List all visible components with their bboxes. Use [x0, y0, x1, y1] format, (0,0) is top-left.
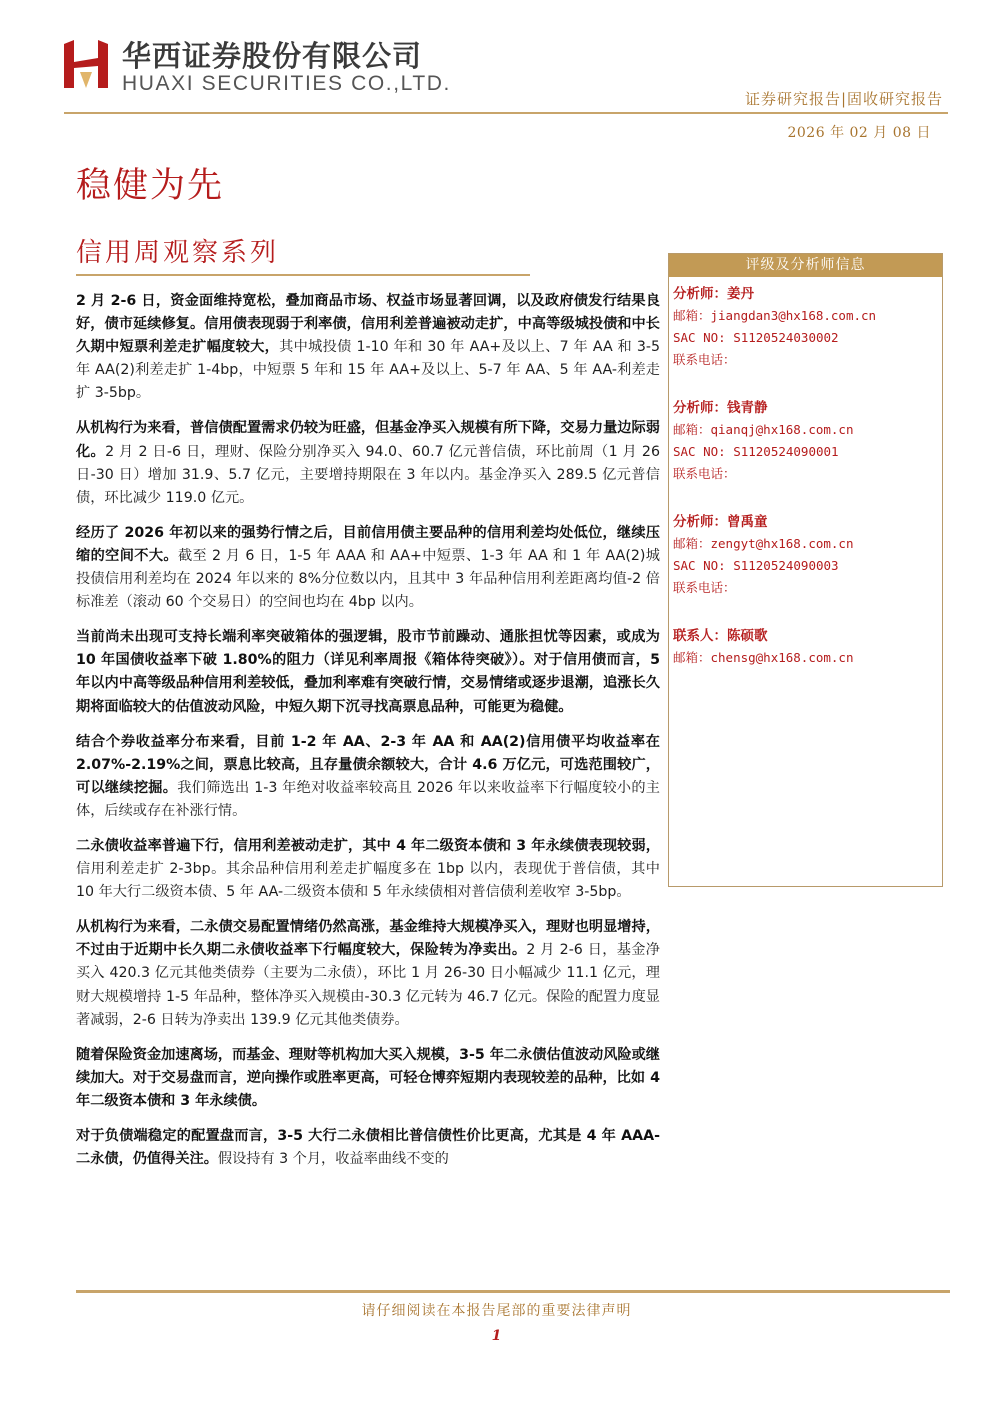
- contact-card: [673, 625, 942, 669]
- legal-disclaimer-notice: 请仔细阅读在本报告尾部的重要法律声明: [361, 1303, 632, 1319]
- analyst-panel-heading: 评级及分析师信息: [669, 254, 942, 277]
- analyst-sac: SAC NO: S1120524090003: [673, 558, 839, 573]
- paragraph: 二永债收益率普遍下行，信用利差被动走扩，其中 4 年二级资本债和 3 年永续债表现较弱，信用利差走扩 2-3bp。其余品种信用利差走扩幅度多在 1bp 以内，表现优于普信债，其中 10 年大行二级资本债、5 年 AA-二级资本债和 5 年永续债相对普信债利差收窄 3-5bp。: [76, 837, 660, 901]
- report-category: 证券研究报告|固收研究报告: [744, 90, 943, 108]
- analyst-sac: SAC NO: S1120524090001: [673, 444, 839, 459]
- paragraph: 从机构行为来看，普信债配置需求仍较为旺盛，但基金净买入规模有所下降，交易力量边际弱化。2 月 2 日-6 日，理财、保险分别净买入 94.0、60.7 亿元普信债，环比前周（1 月 26 日-30 日）增加 31.9、5.7 亿元，主要增持期限在 3 年以内。基金净买入 289.5 亿元普信债，环比减少 119.0 亿元。: [76, 420, 660, 506]
- report-body: [76, 290, 660, 1183]
- contact-name: 联系人：陈硕歌: [673, 628, 768, 644]
- paragraph: 随着保险资金加速离场，而基金、理财等机构加大买入规模，3-5 年二永债估值波动风险或继续加大。对于交易盘而言，逆向操作或胜率更高，可轻仓博弈短期内表现较差的品种，比如 4 年二级资本债和 3 年永续债。: [76, 1046, 660, 1109]
- company-name-cn: 华西证券股份有限公司: [122, 39, 423, 73]
- analyst-name: 分析师：曾禹童: [673, 514, 768, 530]
- analyst-phone: 联系电话：: [673, 352, 736, 367]
- paragraph: 从机构行为来看，二永债交易配置情绪仍然高涨，基金维持大规模净买入，理财也明显增持，不过由于近期中长久期二永债收益率下行幅度较大，保险转为净卖出。2 月 2-6 日，基金净买入 420.3 亿元其他类债券（主要为二永债），环比 1 月 26-30 日小幅减少 11.1 亿元，理财大规模增持 1-5 年品种，整体净买入规模由-30.3 亿元转为 46.7 亿元。保险的配置力度显著减弱，2-6 日转为净卖出 139.9 亿元其他类债券。: [76, 919, 660, 1028]
- analyst-email[interactable]: 邮箱：qianqj@hx168.com.cn: [673, 422, 854, 437]
- analyst-email[interactable]: 邮箱：jiangdan3@hx168.com.cn: [673, 308, 877, 323]
- analyst-email[interactable]: 邮箱：zengyt@hx168.com.cn: [673, 536, 854, 551]
- paragraph: 2 月 2-6 日，资金面维持宽松，叠加商品市场、权益市场显著回调，以及政府债发行结果良好，债市延续修复。信用债表现弱于利率债，信用利差普遍被动走扩，中高等级城投债和中长久期中短票利差走扩幅度较大，其中城投债 1-10 年和 30 年 AA+及以上、7 年 AA 和 3-5 年 AA(2)利差走扩 1-4bp，中短票 5 年和 15 年 AA+及以上、5-7 年 AA、5 年 AA-利差走扩 3-5bp。: [76, 293, 660, 402]
- report-date: 2026 年 02 月 08 日: [787, 125, 931, 141]
- analyst-name: 分析师：钱青静: [673, 400, 768, 416]
- page-number: 1: [491, 1328, 502, 1344]
- analyst-phone: 联系电话：: [673, 580, 736, 595]
- paragraph: 结合个券收益率分布来看，目前 1-2 年 AA、2-3 年 AA 和 AA(2)信用债平均收益率在 2.07%-2.19%之间，票息比较高，且存量债余额较大，合计 4.6 万亿元，可选范围较广，可以继续挖掘。我们筛选出 1-3 年绝对收益率较高且 2026 年以来收益率下行幅度较小的主体，后续或存在补涨行情。: [76, 733, 660, 819]
- report-title: 稳健为先: [76, 166, 225, 206]
- analyst-name: 分析师：姜丹: [673, 286, 754, 302]
- footer-divider: [76, 1290, 950, 1293]
- paragraph: 当前尚未出现可支持长端利率突破箱体的强逻辑，股市节前躁动、通胀担忧等因素，或成为 10 年国债收益率下破 1.80%的阻力（详见利率周报《箱体待突破》）。对于信用债而言，5 年以内中高等级品种信用利差较低，叠加利率难有突破行情，交易情绪或逐步退潮，追涨长久期将面临较大的估值波动风险，中短久期下沉寻找高票息品种，可能更为稳健。: [76, 629, 660, 715]
- company-logo-icon: [62, 38, 110, 90]
- analyst-phone: 联系电话：: [673, 466, 736, 481]
- analyst-card: [673, 511, 942, 599]
- subtitle-divider: [76, 274, 530, 276]
- analyst-card: [673, 283, 942, 371]
- paragraph: 经历了 2026 年初以来的强势行情之后，目前信用债主要品种的信用利差均处低位，继续压缩的空间不大。截至 2 月 6 日，1-5 年 AAA 和 AA+中短票、1-3 年 AA 和 1 年 AA(2)城投债信用利差均在 2024 年以来的 8%分位数以内，且其中 3 年品种信用利差距离均值-2 倍标准差（滚动 60 个交易日）的空间也均在 4bp 以内。: [76, 524, 660, 611]
- analyst-info-panel: [668, 253, 943, 887]
- report-subtitle: 信用周观察系列: [76, 238, 280, 268]
- company-name-en: HUAXI SECURITIES CO.,LTD.: [122, 72, 451, 95]
- contact-email[interactable]: 邮箱：chensg@hx168.com.cn: [673, 650, 854, 665]
- paragraph: 对于负债端稳定的配置盘而言，3-5 大行二永债相比普信债性价比更高，尤其是 4 年 AAA-二永债，仍值得关注。假设持有 3 个月，收益率曲线不变的: [76, 1128, 660, 1168]
- header-divider: [64, 112, 948, 114]
- analyst-sac: SAC NO: S1120524030002: [673, 330, 839, 345]
- analyst-card: [673, 397, 942, 485]
